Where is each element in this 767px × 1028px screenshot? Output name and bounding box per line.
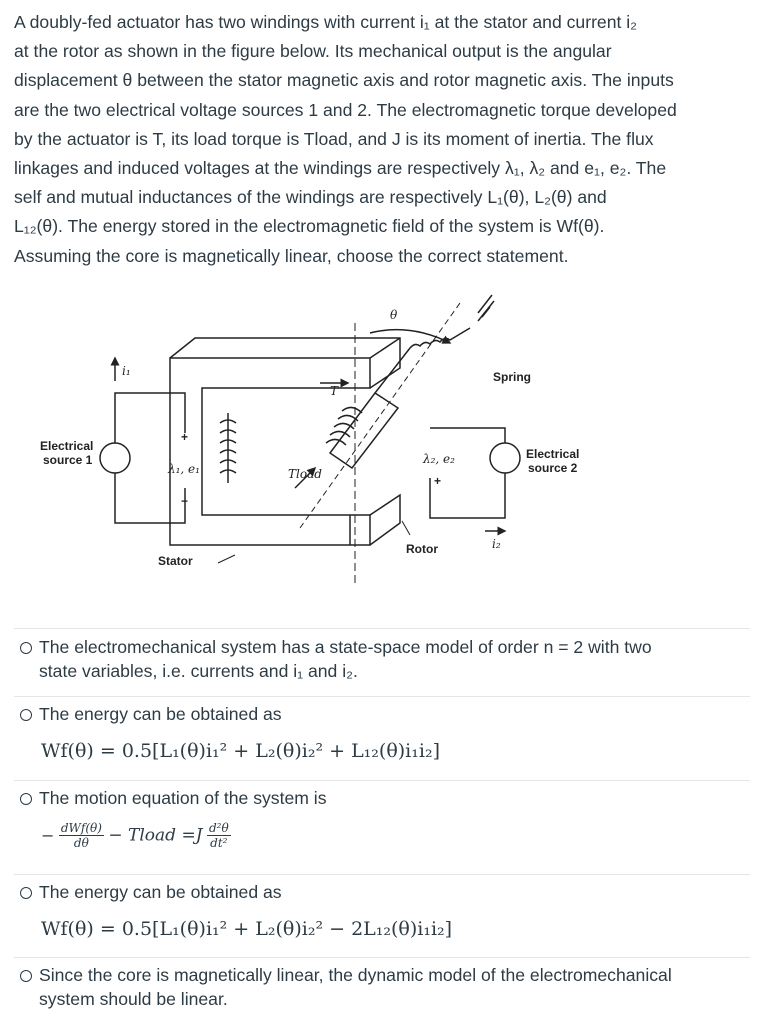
question-line: displacement θ between the stator magnetic axis and rotor magnetic axis. The inputs <box>14 70 674 91</box>
lambda1-e1-label: λ₁, e₁ <box>168 462 200 476</box>
question-line: by the actuator is T, its load torque is Tload, and J is its moment of inertia. The flux <box>14 128 654 149</box>
answer-option-4[interactable] <box>14 874 750 957</box>
i1-label: i₁ <box>122 364 131 378</box>
answer-option-5[interactable] <box>14 957 750 1028</box>
question-line: self and mutual inductances of the windings are respectively L₁(θ), L₂(θ) and <box>14 187 607 208</box>
plus-sign-1: + <box>181 430 189 444</box>
radio-button[interactable] <box>20 709 32 721</box>
actuator-diagram <box>30 283 590 618</box>
radio-button[interactable] <box>20 642 32 654</box>
option-1-text <box>39 635 652 683</box>
question-line: L₁₂(θ). The energy stored in the electromagnetic field of the system is Wf(θ). <box>14 216 605 237</box>
stator-core <box>170 358 370 545</box>
stator-label: Stator <box>158 554 193 568</box>
source-2-label-line2: source 2 <box>528 461 578 475</box>
answer-option-1[interactable] <box>14 628 750 696</box>
fraction-numerator: d²θ <box>208 821 229 835</box>
lambda2-e2-label: λ₂, e₂ <box>423 452 455 466</box>
radio-button[interactable] <box>20 793 32 805</box>
i2-label: i₂ <box>492 537 501 551</box>
plus-sign-2: + <box>434 474 442 488</box>
option-3-text: The motion equation of the system is <box>39 788 327 808</box>
question-line: Assuming the core is magnetically linear, choose the correct statement. <box>14 245 569 266</box>
question-line: linkages and induced voltages at the windings are respectively λ₁, λ₂ and e₁, e₂. The <box>14 158 667 179</box>
fraction-numerator: dWf(θ) <box>60 821 102 835</box>
option-1-line-2: state variables, i.e. currents and i₁ and i₂. <box>39 661 358 681</box>
option-5-line-1: Since the core is magnetically linear, the dynamic model of the electromechanical <box>39 965 672 985</box>
minus-sign-1: − <box>181 494 189 508</box>
question-line: at the rotor as shown in the figure below. Its mechanical output is the angular <box>14 41 612 62</box>
theta-label: θ <box>390 308 398 322</box>
fraction-denominator: dt² <box>210 836 228 850</box>
source-1-label-line2: source 1 <box>43 453 93 467</box>
tload-label: Tload <box>288 467 322 481</box>
question-line: A doubly-fed actuator has two windings with current i₁ at the stator and current i₂ <box>14 12 638 32</box>
answer-options <box>14 628 750 1028</box>
answer-option-2[interactable] <box>14 696 750 780</box>
motion-equation-middle: − Tload =J <box>108 825 203 846</box>
source-1-label: Electrical <box>40 439 94 453</box>
answer-option-3[interactable] <box>14 780 750 874</box>
option-4-text: The energy can be obtained as <box>39 882 282 902</box>
radio-button[interactable] <box>20 970 32 982</box>
rotor-label: Rotor <box>406 542 438 556</box>
option-1-line-1: The electromechanical system has a state-space model of order n = 2 with two <box>39 637 652 657</box>
source-2-label: Electrical <box>526 447 580 461</box>
radio-button[interactable] <box>20 887 32 899</box>
spring-label: Spring <box>493 370 531 384</box>
option-5-text <box>39 963 672 1011</box>
option-5-line-2: system should be linear. <box>39 989 228 1009</box>
torque-label: T <box>330 384 339 398</box>
energy-equation-minus: Wf(θ) = 0.5[L₁(θ)i₁² + L₂(θ)i₂² − 2L₁₂(θ)i₁i₂] <box>41 918 453 940</box>
option-2-text: The energy can be obtained as <box>39 704 282 724</box>
energy-derivative-fraction <box>59 821 104 850</box>
energy-equation-plus: Wf(θ) = 0.5[L₁(θ)i₁² + L₂(θ)i₂² + L₁₂(θ)i₁i₂] <box>41 740 440 762</box>
motion-equation: − $\frac{\text{dWf(θ)}}{d\theta}$ − Tload =J $\frac{\text{d²θ}}{\text{dt²}}$ <box>41 821 229 850</box>
question-line: are the two electrical voltage sources 1 and 2. The electromagnetic torque developed <box>14 99 677 120</box>
question-text <box>14 8 754 271</box>
rotor-winding <box>326 407 362 445</box>
acceleration-fraction <box>207 821 231 850</box>
actuator-figure <box>30 283 590 618</box>
fraction-denominator: dθ <box>73 836 89 850</box>
